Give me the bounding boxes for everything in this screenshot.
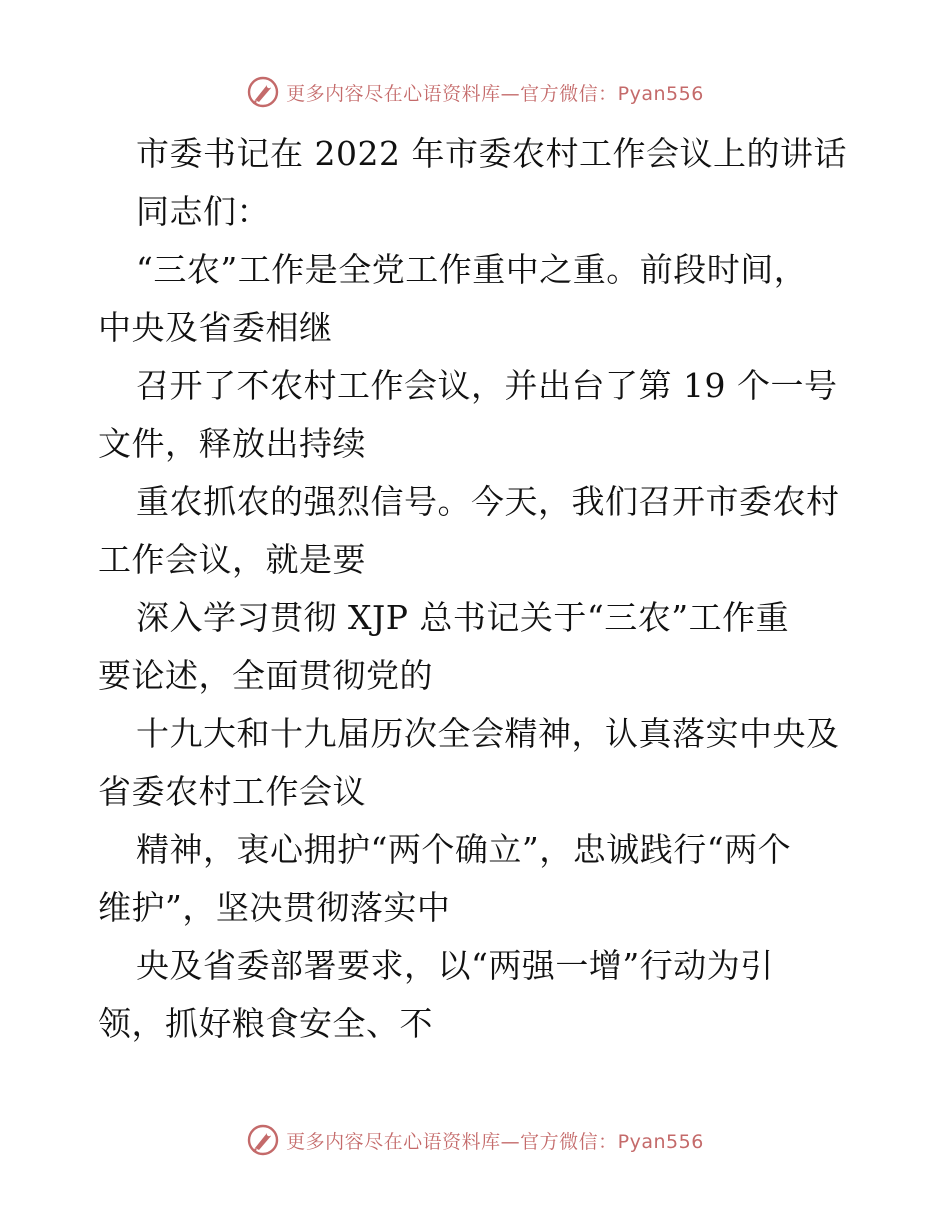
document-line: 精神，衷心拥护“两个确立”，忠诚践行“两个 [136,830,792,869]
pen-logo-icon [246,75,280,109]
watermark-text: 更多内容尽在心语资料库—官方微信：Pyan556 [286,82,704,105]
document-line: “三农”工作是全党工作重中之重。前段时间， [136,250,808,289]
document-line: 文件，释放出持续 [98,424,366,463]
document-line: 央及省委部署要求，以“两强一增”行动为引 [136,946,774,985]
pen-logo-icon [246,1123,280,1157]
document-line: 中央及省委相继 [98,308,333,347]
document-line: 召开了不农村工作会议，并出台了第 19 个一号 [136,366,838,405]
watermark-text: 更多内容尽在心语资料库—官方微信：Pyan556 [286,1130,704,1153]
document-line: 省委农村工作会议 [98,772,366,811]
document-line: 十九大和十九届历次全会精神，认真落实中央及 [136,714,840,753]
document-line: 同志们： [136,192,270,231]
document-line: 要论述，全面贯彻党的 [98,656,433,695]
footer-watermark [0,1120,950,1160]
document-body [98,125,858,1053]
document-line: 维护”，坚决贯彻落实中 [98,888,451,927]
document-line: 深入学习贯彻 XJP 总书记关于“三农”工作重 [136,598,790,637]
document-line: 市委书记在 2022 年市委农村工作会议上的讲话 [136,134,847,173]
document-line: 领，抓好粮食安全、不 [98,1004,433,1043]
document-line: 工作会议，就是要 [98,540,366,579]
header-watermark [0,72,950,112]
document-line: 重农抓农的强烈信号。今天，我们召开市委农村 [136,482,840,521]
